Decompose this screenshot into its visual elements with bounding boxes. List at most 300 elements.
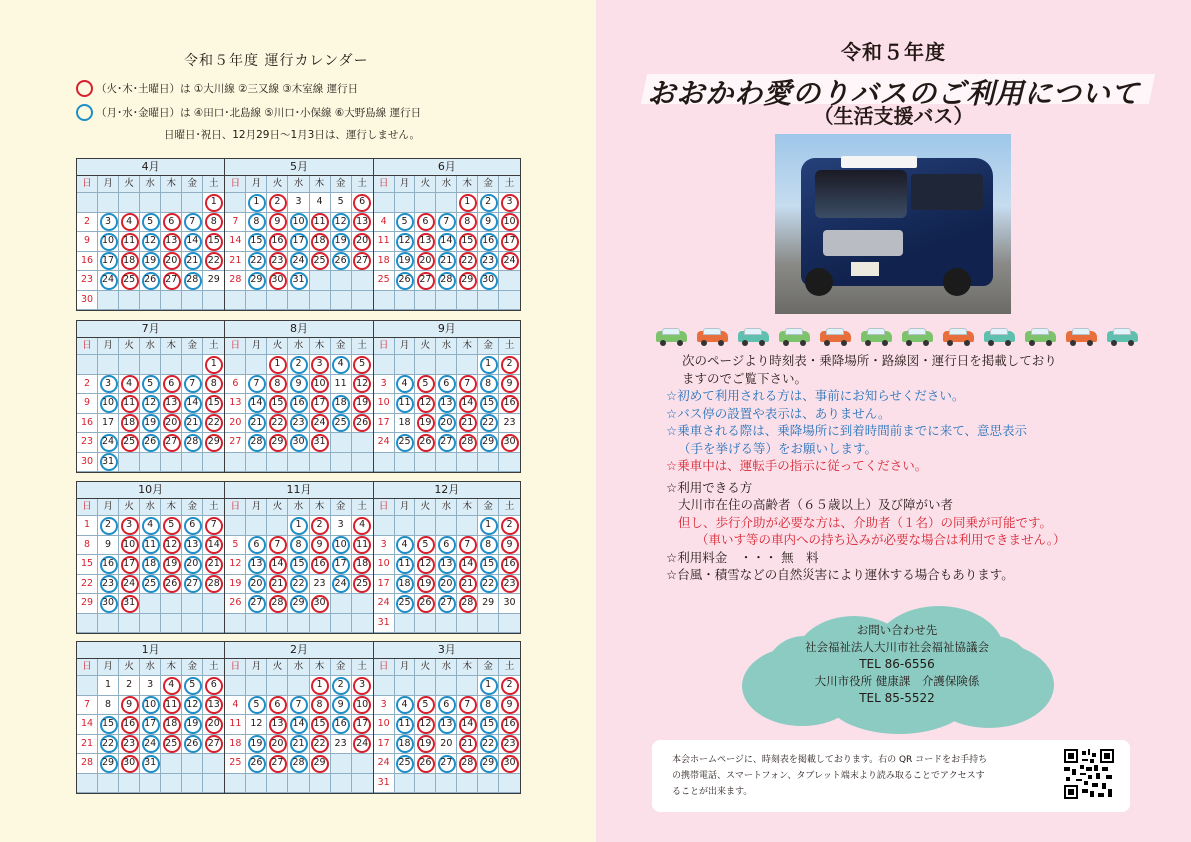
- calendar-day: 23: [499, 414, 520, 434]
- calendar-day: 11: [395, 555, 416, 575]
- calendar-day: 9: [77, 232, 98, 252]
- calendar-blank: [203, 453, 224, 473]
- weekday-header: 日: [225, 499, 246, 516]
- weekday-header: 木: [310, 659, 331, 676]
- month-label: 8月: [225, 321, 372, 338]
- calendar-day: 26: [140, 271, 161, 291]
- calendar-day: 30: [77, 291, 98, 311]
- calendar-day: 1: [288, 516, 309, 536]
- calendar-blank: [140, 355, 161, 375]
- weekday-header: 日: [77, 659, 98, 676]
- qr-note-line: ることが出来ます。: [672, 787, 753, 797]
- calendar-day: 11: [331, 375, 352, 395]
- calendar-blank: [161, 291, 182, 311]
- calendar-day: 24: [374, 433, 395, 453]
- calendar-day: 28: [225, 271, 246, 291]
- calendar-day: 19: [225, 575, 246, 595]
- calendar-day: 16: [499, 555, 520, 575]
- calendar-day: 24: [288, 252, 309, 272]
- calendar-day: 25: [225, 754, 246, 774]
- weekday-header: 日: [374, 659, 395, 676]
- weekday-header: 日: [77, 338, 98, 355]
- calendar-day: 4: [395, 375, 416, 395]
- calendar-blank: [119, 193, 140, 213]
- car-icon: [1066, 328, 1097, 346]
- calendar-day: 3: [374, 536, 395, 556]
- weekday-header: 日: [225, 338, 246, 355]
- calendar-day: 24: [98, 271, 119, 291]
- calendar-blank: [457, 676, 478, 696]
- calendar-blank: [119, 355, 140, 375]
- calendar-day: 1: [478, 676, 499, 696]
- calendar-day: 19: [395, 252, 416, 272]
- calendar-blank: [374, 291, 395, 311]
- calendar-blank: [288, 774, 309, 794]
- weekday-header: 土: [203, 659, 224, 676]
- weekday-header: 月: [98, 499, 119, 516]
- calendar-day: 27: [182, 575, 203, 595]
- month-label: 5月: [225, 159, 372, 176]
- weekday-header: 月: [98, 659, 119, 676]
- calendar-day: 12: [331, 213, 352, 233]
- calendar-day: 17: [98, 414, 119, 434]
- calendar-quarter-3: [76, 481, 521, 634]
- calendar-blank: [203, 291, 224, 311]
- calendar-blank: [77, 193, 98, 213]
- calendar-day: 19: [246, 735, 267, 755]
- calendar-day: 15: [478, 394, 499, 414]
- calendar-day: 4: [374, 213, 395, 233]
- car-icon: [984, 328, 1015, 346]
- calendar-day: 31: [119, 594, 140, 614]
- weekday-header: 火: [267, 499, 288, 516]
- weekday-header: 土: [499, 338, 520, 355]
- calendar-day: 16: [288, 394, 309, 414]
- calendar-day: 18: [331, 394, 352, 414]
- calendar-day: 27: [267, 754, 288, 774]
- calendar-day: 9: [478, 213, 499, 233]
- month-calendar: [373, 481, 521, 634]
- calendar-day: 7: [288, 696, 309, 716]
- calendar-day: 14: [457, 715, 478, 735]
- calendar-blank: [182, 355, 203, 375]
- calendar-day: 5: [395, 213, 416, 233]
- calendar-day: 27: [225, 433, 246, 453]
- calendar-day: 14: [77, 715, 98, 735]
- calendar-day: 13: [225, 394, 246, 414]
- calendar-blank: [225, 453, 246, 473]
- weekday-header: 水: [288, 176, 309, 193]
- weekday-header: 金: [331, 338, 352, 355]
- calendar-day: 4: [331, 355, 352, 375]
- calendar-day: 4: [119, 375, 140, 395]
- calendar-day: 24: [140, 735, 161, 755]
- month-calendar: [373, 320, 521, 473]
- calendar-day: 23: [499, 735, 520, 755]
- month-calendar: [224, 320, 372, 473]
- calendar-blank: [436, 193, 457, 213]
- calendar-day: 23: [77, 433, 98, 453]
- calendar-day: 15: [203, 394, 224, 414]
- notice-star: ☆乗車される際は、乗降場所に到着時間前までに来て、意思表示: [666, 423, 1027, 438]
- weekday-header: 月: [246, 659, 267, 676]
- qr-note-line: 本会ホームページに、時刻表を掲載しております。右の QR コードをお手持ち: [672, 755, 988, 765]
- calendar-day: 5: [161, 516, 182, 536]
- calendar-blank: [457, 774, 478, 794]
- calendar-day: 10: [310, 375, 331, 395]
- calendar-blank: [182, 453, 203, 473]
- calendar-day: 17: [140, 715, 161, 735]
- calendar-day: 28: [246, 433, 267, 453]
- calendar-blank: [395, 774, 416, 794]
- calendar-blank: [225, 516, 246, 536]
- calendar-day: 2: [499, 516, 520, 536]
- notice-star-cont: （手を挙げる等）をお願いします。: [678, 440, 878, 456]
- calendar-blank: [203, 614, 224, 634]
- weekday-header: 水: [436, 499, 457, 516]
- eligible-line: （車いす等の車内への持ち込みが必要な場合は利用できません。）: [696, 532, 1066, 547]
- calendar-day: 20: [161, 414, 182, 434]
- calendar-day: 19: [140, 414, 161, 434]
- calendar-day: 21: [457, 575, 478, 595]
- calendar-day: 27: [352, 252, 373, 272]
- calendar-day: 24: [331, 575, 352, 595]
- weekday-header: 土: [203, 499, 224, 516]
- calendar-day: 18: [119, 414, 140, 434]
- notice-star: ☆バス停の設置や表示は、ありません。: [666, 405, 891, 421]
- contact-tel-2: TEL 85-5522: [859, 691, 935, 705]
- calendar-blank: [267, 676, 288, 696]
- fee-line: ☆利用料金 ・・・ 無 料: [666, 549, 819, 565]
- calendar-quarter-2: [76, 320, 521, 473]
- contact-info: [734, 622, 1060, 707]
- calendar-blank: [415, 291, 436, 311]
- calendar-day: 29: [267, 433, 288, 453]
- calendar-day: 22: [478, 735, 499, 755]
- car-icon: [1025, 328, 1056, 346]
- calendar-day: 2: [331, 676, 352, 696]
- calendar-blank: [395, 193, 416, 213]
- calendar-day: 24: [352, 735, 373, 755]
- calendar-day: 16: [478, 232, 499, 252]
- calendar-day: 5: [225, 536, 246, 556]
- calendar-blank: [98, 193, 119, 213]
- calendar-blank: [457, 516, 478, 536]
- calendar-day: 13: [161, 232, 182, 252]
- calendar-blank: [140, 453, 161, 473]
- calendar-title: 令和５年度 運行カレンダー: [184, 53, 369, 69]
- calendar-day: 8: [267, 375, 288, 395]
- calendar-day: 26: [352, 414, 373, 434]
- qr-note-line: の携帯電話、スマートフォン、タブレット端末より読み取ることでアクセスす: [672, 771, 985, 781]
- calendar-day: 10: [499, 213, 520, 233]
- calendar-blank: [288, 676, 309, 696]
- calendar-blank: [415, 516, 436, 536]
- calendar-blank: [415, 774, 436, 794]
- calendar-day: 9: [119, 696, 140, 716]
- calendar-blank: [98, 355, 119, 375]
- calendar-day: 8: [457, 213, 478, 233]
- calendar-blank: [478, 453, 499, 473]
- calendar-day: 8: [478, 536, 499, 556]
- calendar-day: 19: [415, 575, 436, 595]
- calendar-day: 1: [77, 516, 98, 536]
- calendar-day: 5: [331, 193, 352, 213]
- calendar-day: 20: [182, 555, 203, 575]
- calendar-day: 29: [310, 754, 331, 774]
- calendar-day: 3: [499, 193, 520, 213]
- weekday-header: 水: [436, 176, 457, 193]
- calendar-blank: [499, 291, 520, 311]
- calendar-day: 6: [161, 375, 182, 395]
- legend-red-text: （火･木･土曜日）は ①大川線 ②三又線 ③木室線 運行日: [96, 83, 359, 95]
- calendar-day: 19: [331, 232, 352, 252]
- calendar-day: 6: [225, 375, 246, 395]
- calendar-day: 17: [374, 575, 395, 595]
- calendar-day: 1: [203, 193, 224, 213]
- calendar-day: 29: [77, 594, 98, 614]
- calendar-day: 14: [246, 394, 267, 414]
- calendar-day: 23: [499, 575, 520, 595]
- calendar-day: 4: [225, 696, 246, 716]
- calendar-blank: [267, 614, 288, 634]
- calendar-day: 3: [288, 193, 309, 213]
- weekday-header: 木: [161, 499, 182, 516]
- calendar-day: 22: [310, 735, 331, 755]
- bus-sign: [841, 156, 917, 168]
- calendar-blank: [225, 355, 246, 375]
- calendar-day: 8: [77, 536, 98, 556]
- calendar-day: 15: [267, 394, 288, 414]
- calendar-day: 4: [161, 676, 182, 696]
- weekday-header: 火: [415, 659, 436, 676]
- calendar-day: 14: [457, 555, 478, 575]
- calendar-day: 10: [374, 555, 395, 575]
- contact-org: 社会福祉法人大川市社会福祉協議会: [805, 640, 989, 654]
- calendar-day: 21: [436, 252, 457, 272]
- calendar-day: 24: [374, 594, 395, 614]
- calendar-day: 23: [331, 735, 352, 755]
- legend-blue-text: （月･水･金曜日）は ④田口･北島線 ⑤川口･小保線 ⑥大野島線 運行日: [96, 107, 422, 119]
- calendar-blank: [225, 291, 246, 311]
- eligible-line: 但し、歩行介助が必要な方は、介助者（１名）の同乗が可能です。: [678, 514, 1053, 530]
- calendar-day: 6: [182, 516, 203, 536]
- calendar-day: 4: [352, 516, 373, 536]
- car-icon: [738, 328, 769, 346]
- calendar-blank: [499, 774, 520, 794]
- calendar-day: 30: [499, 754, 520, 774]
- calendar-blank: [395, 453, 416, 473]
- calendar-day: 8: [203, 213, 224, 233]
- calendar-day: 25: [395, 433, 416, 453]
- weekday-header: 日: [374, 176, 395, 193]
- weekday-header: 水: [288, 338, 309, 355]
- calendar-day: 17: [288, 232, 309, 252]
- calendar-day: 14: [436, 232, 457, 252]
- calendar-day: 6: [415, 213, 436, 233]
- calendar-day: 31: [374, 614, 395, 634]
- calendar-blank: [98, 774, 119, 794]
- weekday-header: 月: [395, 659, 416, 676]
- calendar-day: 3: [331, 516, 352, 536]
- contact-tel-1: TEL 86-6556: [859, 657, 935, 671]
- calendar-blank: [352, 453, 373, 473]
- month-label: 7月: [77, 321, 224, 338]
- calendar-blank: [436, 774, 457, 794]
- calendar-day: 25: [331, 414, 352, 434]
- calendar-day: 10: [374, 394, 395, 414]
- calendar-day: 15: [98, 715, 119, 735]
- weekday-header: 月: [246, 176, 267, 193]
- calendar-blank: [415, 453, 436, 473]
- calendar-day: 28: [267, 594, 288, 614]
- calendar-blank: [140, 614, 161, 634]
- calendar-day: 27: [436, 594, 457, 614]
- calendar-day: 16: [77, 414, 98, 434]
- calendar-day: 24: [119, 575, 140, 595]
- calendar-day: 16: [267, 232, 288, 252]
- calendar-blank: [267, 453, 288, 473]
- calendar-blank: [225, 614, 246, 634]
- calendar-day: 9: [267, 213, 288, 233]
- calendar-day: 20: [436, 735, 457, 755]
- weather-line: ☆台風・積雪などの自然災害により運休する場合もあります。: [666, 567, 1014, 582]
- month-calendar: [224, 158, 372, 311]
- calendar-day: 8: [203, 375, 224, 395]
- calendar-day: 1: [267, 355, 288, 375]
- calendar-day: 4: [140, 516, 161, 536]
- weekday-header: 水: [436, 659, 457, 676]
- calendar-day: 11: [352, 536, 373, 556]
- calendar-day: 7: [77, 696, 98, 716]
- calendar-day: 29: [203, 433, 224, 453]
- calendar-day: 28: [457, 433, 478, 453]
- calendar-blank: [352, 594, 373, 614]
- calendar-blank: [267, 516, 288, 536]
- calendar-day: 10: [352, 696, 373, 716]
- month-calendar: [76, 481, 224, 634]
- calendar-day: 21: [225, 252, 246, 272]
- legend-blue: [76, 104, 421, 121]
- calendar-blank: [161, 754, 182, 774]
- calendar-blank: [182, 594, 203, 614]
- calendar-blank: [457, 453, 478, 473]
- calendar-day: 23: [119, 735, 140, 755]
- usage-info: [666, 352, 1176, 584]
- calendar-day: 29: [478, 754, 499, 774]
- calendar-day: 27: [161, 433, 182, 453]
- weekday-header: 土: [203, 338, 224, 355]
- calendar-blank: [203, 594, 224, 614]
- weekday-header: 火: [267, 176, 288, 193]
- calendar-blank: [119, 291, 140, 311]
- calendar-day: 5: [415, 536, 436, 556]
- weekday-header: 水: [288, 499, 309, 516]
- qr-code-icon[interactable]: [1064, 748, 1114, 800]
- calendar-day: 8: [310, 696, 331, 716]
- calendar-blank: [140, 774, 161, 794]
- bus-plate: [851, 262, 879, 276]
- weekday-header: 水: [140, 499, 161, 516]
- calendar-day: 18: [140, 555, 161, 575]
- month-calendar: [76, 158, 224, 311]
- weekday-header: 日: [77, 499, 98, 516]
- calendar-day: 28: [203, 575, 224, 595]
- calendar-day: 12: [415, 715, 436, 735]
- month-label: 11月: [225, 482, 372, 499]
- calendar-day: 24: [310, 414, 331, 434]
- calendar-day: 9: [499, 536, 520, 556]
- weekday-header: 木: [457, 176, 478, 193]
- calendar-day: 31: [310, 433, 331, 453]
- calendar-blank: [395, 614, 416, 634]
- calendar-blank: [310, 614, 331, 634]
- calendar-day: 26: [225, 594, 246, 614]
- calendar-day: 1: [457, 193, 478, 213]
- calendar-blank: [499, 271, 520, 291]
- weekday-header: 月: [246, 338, 267, 355]
- weekday-header: 月: [395, 338, 416, 355]
- calendar-day: 20: [161, 252, 182, 272]
- calendar-day: 11: [225, 715, 246, 735]
- calendar-day: 26: [140, 433, 161, 453]
- calendar-day: 14: [182, 394, 203, 414]
- month-calendar: [373, 641, 521, 794]
- calendar-blank: [436, 453, 457, 473]
- calendar-day: 25: [395, 594, 416, 614]
- bus-side-window: [911, 174, 983, 210]
- calendar-day: 7: [267, 536, 288, 556]
- calendar-day: 12: [246, 715, 267, 735]
- calendar-blank: [140, 291, 161, 311]
- calendar-blank: [374, 453, 395, 473]
- calendar-blank: [246, 355, 267, 375]
- calendar-blank: [331, 271, 352, 291]
- calendar-blank: [436, 291, 457, 311]
- weekday-header: 金: [478, 659, 499, 676]
- calendar-day: 4: [395, 696, 416, 716]
- calendar-day: 29: [457, 271, 478, 291]
- calendar-blank: [288, 291, 309, 311]
- calendar-blank: [119, 774, 140, 794]
- calendar-day: 26: [161, 575, 182, 595]
- calendar-day: 10: [374, 715, 395, 735]
- calendar-blank: [478, 291, 499, 311]
- calendar-day: 1: [203, 355, 224, 375]
- calendar-day: 9: [499, 375, 520, 395]
- calendar-blank: [182, 754, 203, 774]
- notice-year: 令和５年度: [841, 40, 946, 64]
- calendar-day: 10: [119, 536, 140, 556]
- calendar-day: 12: [415, 394, 436, 414]
- calendar-day: 29: [203, 271, 224, 291]
- calendar-day: 6: [352, 193, 373, 213]
- calendar-day: 11: [395, 394, 416, 414]
- calendar-day: 12: [140, 394, 161, 414]
- calendar-day: 26: [415, 594, 436, 614]
- month-label: 6月: [374, 159, 520, 176]
- calendar-blank: [98, 614, 119, 634]
- calendar-day: 8: [478, 696, 499, 716]
- calendar-day: 23: [77, 271, 98, 291]
- calendar-day: 9: [331, 696, 352, 716]
- calendar-day: 15: [478, 555, 499, 575]
- calendar-day: 10: [140, 696, 161, 716]
- calendar-blank: [161, 614, 182, 634]
- calendar-day: 6: [436, 375, 457, 395]
- weekday-header: 土: [352, 659, 373, 676]
- calendar-blank: [374, 355, 395, 375]
